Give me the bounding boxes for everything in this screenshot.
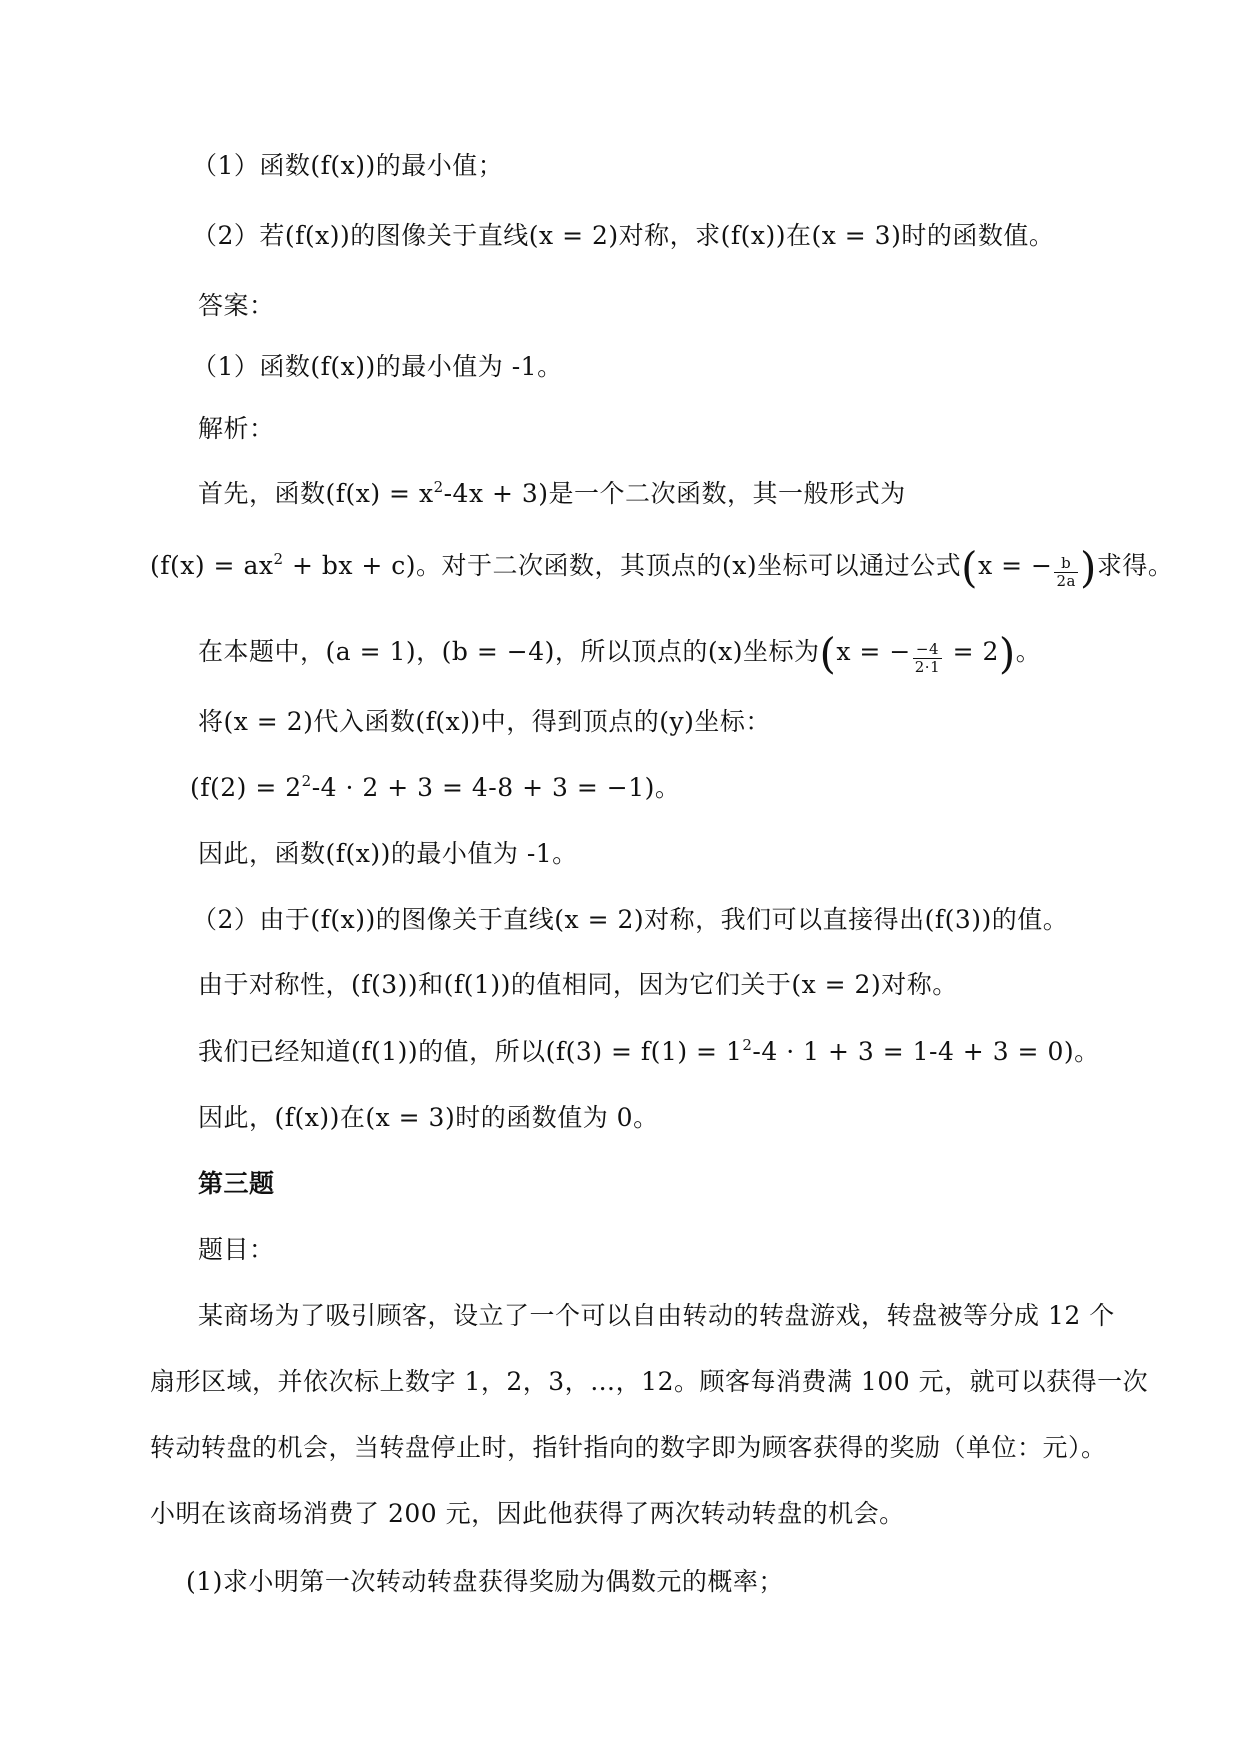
text-segment: 。	[1015, 637, 1042, 666]
fraction	[1054, 555, 1078, 590]
analysis-step-8: 由于对称性，(f(3))和(f(1))的值相同，因为它们关于(x = 2)对称。	[198, 970, 958, 999]
left-paren: (	[961, 543, 979, 592]
question-2: （2）若(f(x))的图像关于直线(x = 2)对称，求(f(x))在(x = 3)时的函数值。	[192, 221, 1055, 250]
text-segment: -4 · 1 + 3 = 1-4 + 3 = 0)。	[752, 1037, 1100, 1066]
fraction-denominator: 2·1	[914, 658, 941, 676]
section-title: 第三题	[198, 1169, 275, 1198]
text-segment: (f(x) = ax	[150, 551, 274, 580]
question-1: （1）函数(f(x))的最小值；	[192, 151, 504, 180]
text-segment: = 2	[944, 637, 999, 666]
analysis-step-7: （2）由于(f(x))的图像关于直线(x = 2)对称，我们可以直接得出(f(3))的值。	[192, 905, 1069, 934]
right-paren: )	[1079, 543, 1097, 592]
sub-question-1: (1)求小明第一次转动转盘获得奖励为偶数元的概率；	[186, 1567, 784, 1596]
analysis-label: 解析：	[198, 414, 275, 443]
text-segment: 首先，函数(f(x) = x	[198, 479, 434, 508]
problem-text-line-2: 扇形区域，并依次标上数字 1，2，3，…，12。顾客每消费满 100 元，就可以获得一次	[150, 1367, 1149, 1396]
analysis-step-5	[190, 770, 680, 806]
analysis-step-1	[198, 476, 906, 512]
text-segment: 求得。	[1096, 551, 1174, 580]
answer-1: （1）函数(f(x))的最小值为 -1。	[192, 352, 563, 381]
fraction	[913, 641, 942, 676]
exponent: 2	[273, 550, 284, 568]
analysis-step-9	[198, 1034, 1100, 1070]
problem-label: 题目：	[198, 1235, 275, 1264]
analysis-step-4: 将(x = 2)代入函数(f(x))中，得到顶点的(y)坐标：	[198, 707, 771, 736]
text-segment: x = −	[978, 551, 1053, 580]
problem-text-line-4: 小明在该商场消费了 200 元，因此他获得了两次转动转盘的机会。	[150, 1499, 905, 1528]
exponent: 2	[301, 772, 312, 790]
problem-text-line-3: 转动转盘的机会，当转盘停止时，指针指向的数字即为顾客获得的奖励（单位：元）。	[150, 1433, 1107, 1462]
right-paren: )	[998, 629, 1016, 678]
text-segment: + bx + c)。对于二次函数，其顶点的(x)坐标可以通过公式	[283, 551, 962, 580]
text-segment: 我们已经知道(f(1))的值，所以(f(3) = f(1) = 1	[198, 1037, 743, 1066]
text-segment: x = −	[836, 637, 911, 666]
fraction-numerator: −4	[913, 641, 942, 659]
fraction-denominator: 2a	[1056, 572, 1076, 590]
exponent: 2	[742, 1036, 753, 1054]
analysis-step-2	[150, 543, 1174, 592]
problem-text-line-1: 某商场为了吸引顾客，设立了一个可以自由转动的转盘游戏，转盘被等分成 12 个	[198, 1301, 1115, 1330]
analysis-step-10: 因此，(f(x))在(x = 3)时的函数值为 0。	[198, 1103, 659, 1132]
text-segment: -4x + 3)是一个二次函数，其一般形式为	[443, 479, 906, 508]
left-paren: (	[819, 629, 837, 678]
fraction-numerator: b	[1054, 555, 1078, 573]
text-segment: (f(2) = 2	[190, 773, 302, 802]
analysis-step-3	[198, 629, 1042, 678]
answer-label: 答案：	[198, 291, 275, 320]
text-segment: 在本题中，(a = 1)，(b = −4)，所以顶点的(x)坐标为	[198, 637, 820, 666]
exponent: 2	[433, 478, 444, 496]
text-segment: -4 · 2 + 3 = 4-8 + 3 = −1)。	[311, 773, 681, 802]
analysis-step-6: 因此，函数(f(x))的最小值为 -1。	[198, 839, 578, 868]
